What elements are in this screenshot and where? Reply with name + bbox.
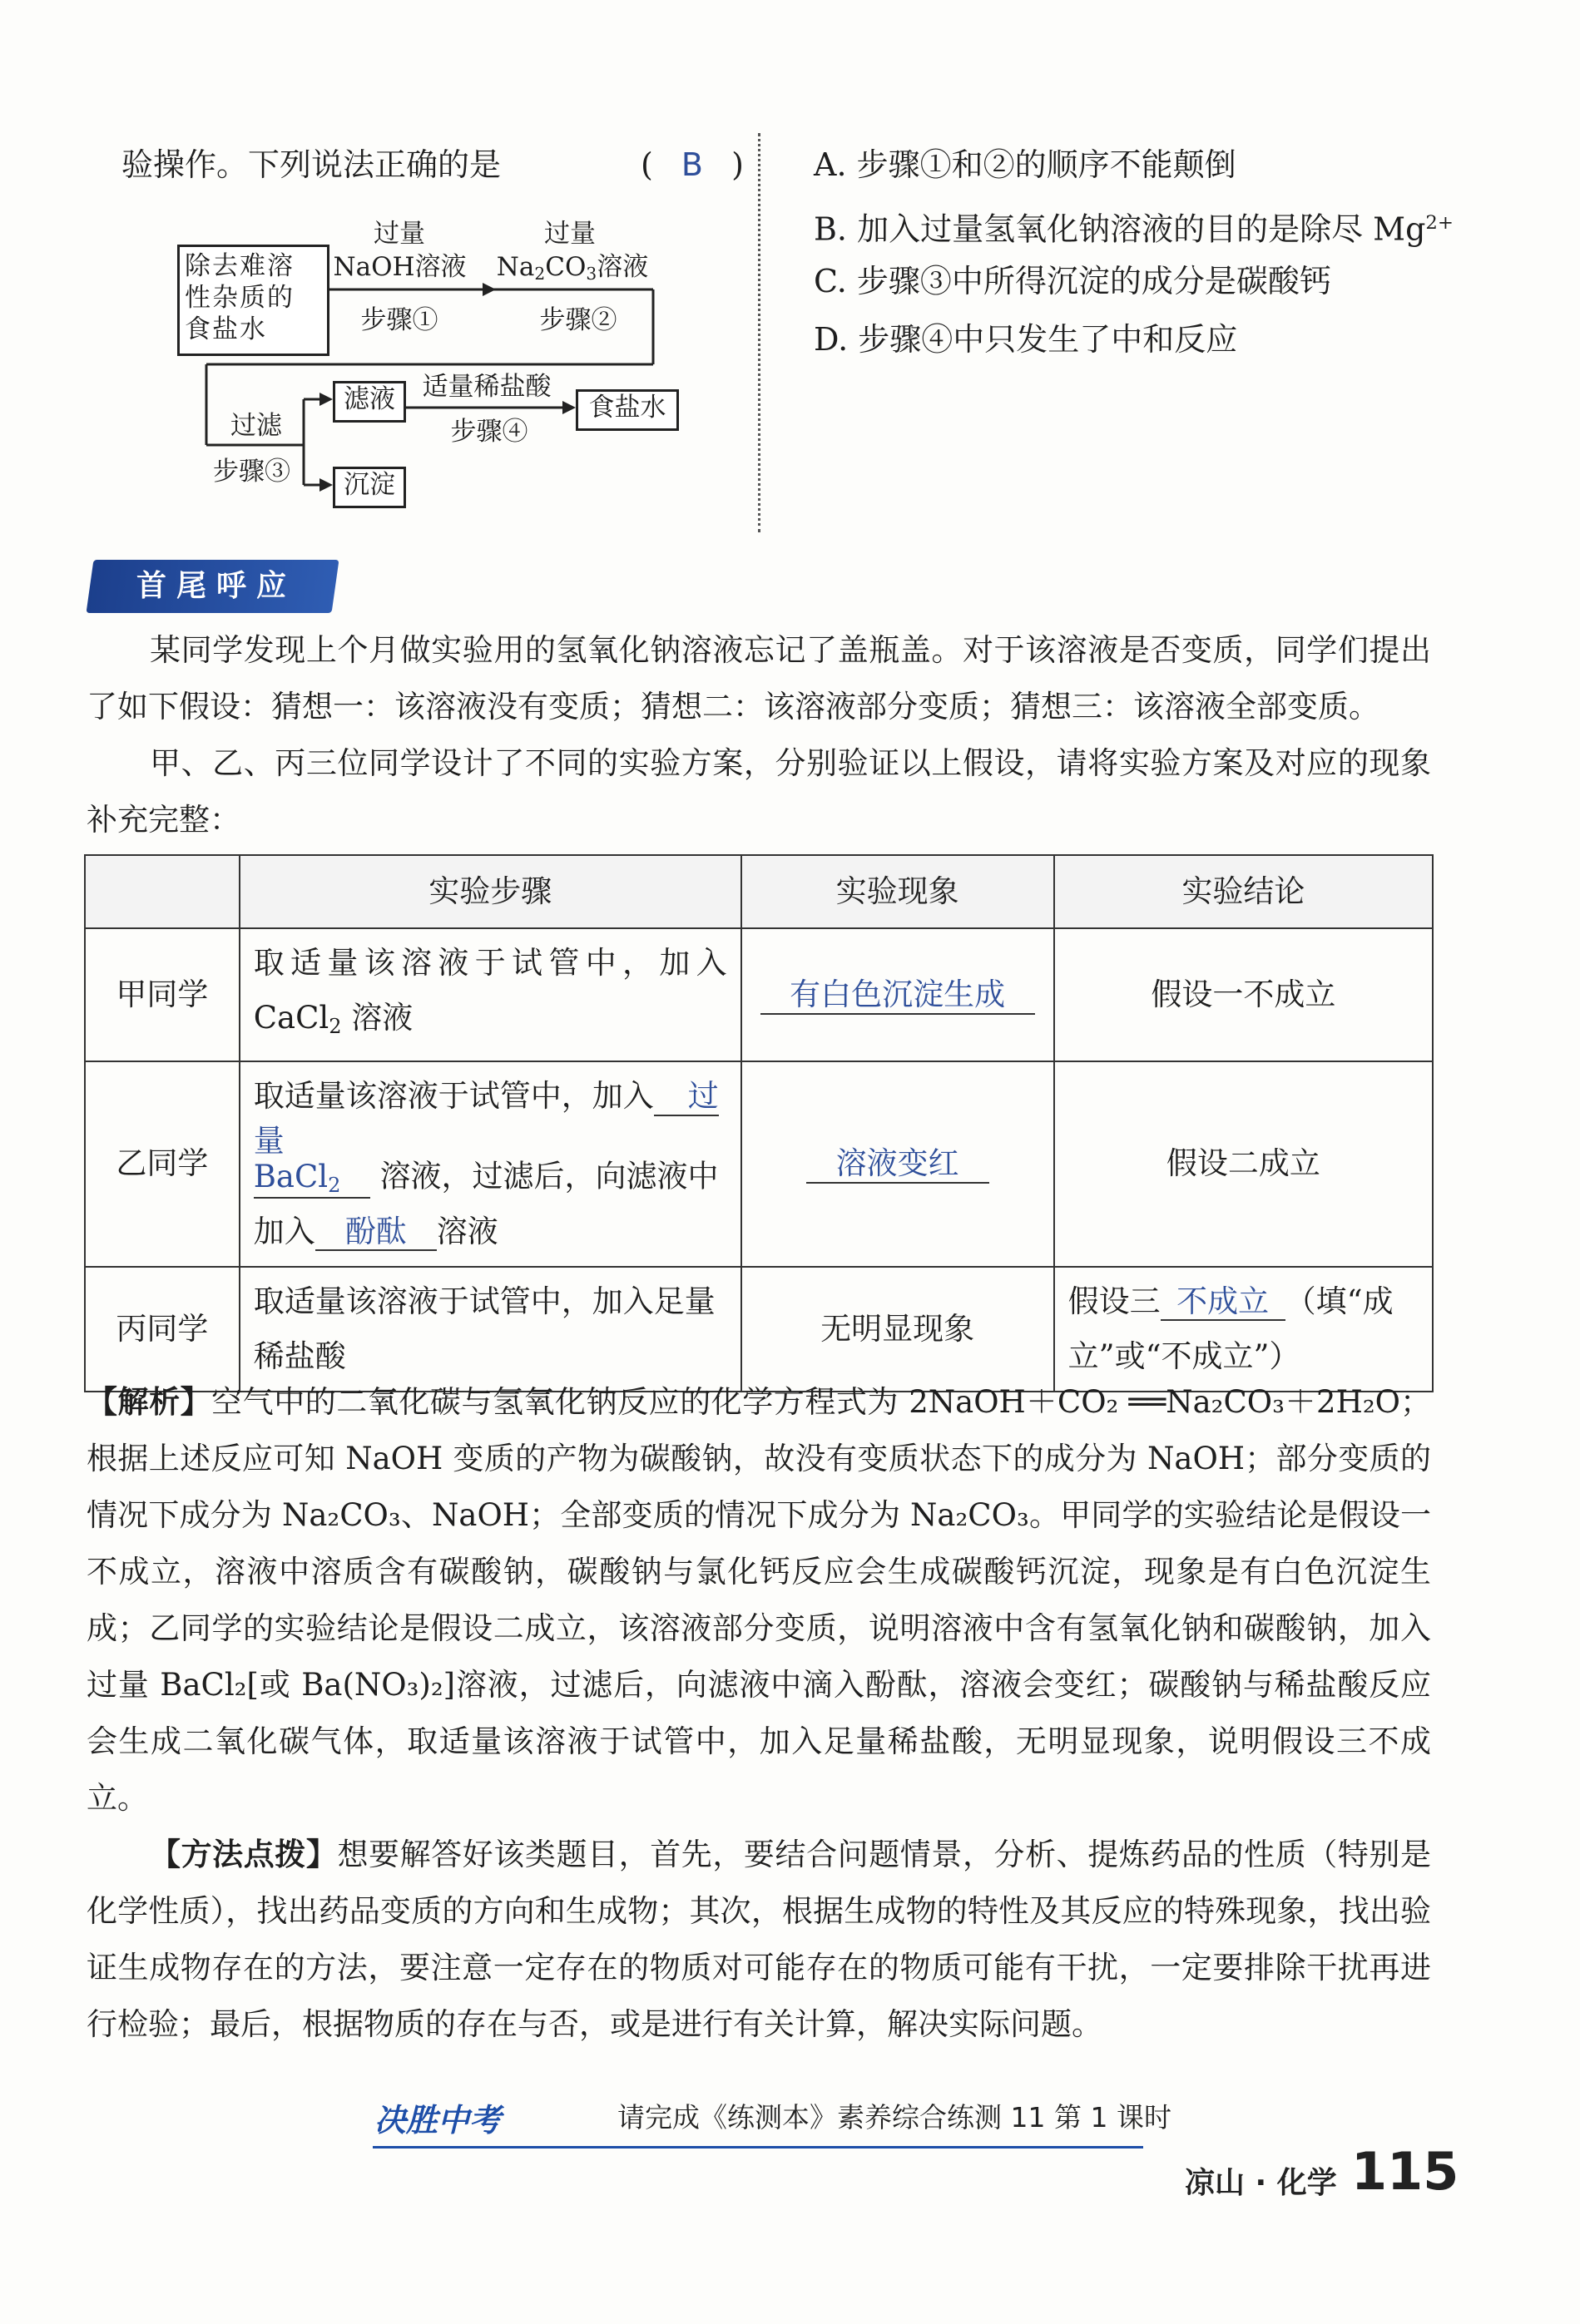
conclusion-a: 假设三 (1067, 1283, 1161, 1319)
reagent2-mid: CO (545, 252, 587, 282)
footer-subject: 凉山 · 化学 (1185, 2166, 1337, 2200)
reagent4-label: 适量稀盐酸 (422, 372, 552, 402)
step3-label: 步骤③ (213, 457, 290, 487)
footer-note: 请完成《练测本》素养综合练测 11 第 1 课时 (617, 2101, 1171, 2134)
table-row (85, 1061, 1433, 1267)
column-divider (758, 133, 760, 532)
analysis-text: 空气中的二氧化碳与氢氧化钠反应的化学方程式为 2NaOH＋CO₂ ══Na₂CO₃＋2H₂O；根据上述反应可知 NaOH 变质的产物为碳酸钠，故没有变质状态下的成分为 NaOH；部分变质的情况下成分为 Na₂CO₃、NaOH；全部变质的情况下成分为 Na₂CO₃。甲同学的实验结论是假设一不成立，溶液中溶质含有碳酸钠，碳酸钠与氯化钙反应会生成碳酸钙沉淀，现象是有白色沉淀生成；乙同学的实验结论是假设二成立，该溶液部分变质，说明溶液中含有氢氧化钠和碳酸钠，加入过量 BaCl₂[或 Ba(NO₃)₂]溶液，过滤后，向滤液中滴入酚酞，溶液会变红；碳酸钠与稀盐酸反应会生成二氧化碳气体，取适量该溶液于试管中，加入足量稀盐酸，无明显现象，说明假设三不成立。 (87, 1384, 1432, 1816)
table-header-row (85, 855, 1433, 928)
step-text (254, 1124, 727, 1204)
bracket-close: ) (731, 146, 744, 183)
flow-box-filtrate: 滤液 (333, 381, 406, 423)
phenomenon-cell (741, 1061, 1054, 1267)
option-b-text: B. 加入过量氢氧化钠溶液的目的是除尽 Mg (814, 210, 1426, 248)
flow-box-start-line: 性杂质的 (185, 283, 295, 313)
conclusion-cell (1054, 1267, 1433, 1392)
step-text-d: 溶液 (436, 1213, 498, 1249)
step-text (254, 1204, 727, 1259)
table-header: 实验结论 (1054, 855, 1433, 928)
conclusion-cell: 假设二成立 (1054, 1061, 1433, 1267)
answer-blank: 溶液变红 (806, 1146, 989, 1184)
section-banner: 首尾呼应 (136, 569, 296, 603)
conclusion-text: 立”或“不成立”） (1067, 1338, 1300, 1374)
step-text: 取适量该溶液于试管中，加入 (253, 945, 727, 981)
formula-sub: 2 (329, 1015, 342, 1038)
bracket-open: ( (641, 146, 653, 183)
step-text: 取适量该溶液于试管中，加入足量 (253, 1283, 716, 1319)
intro-paragraph-2: 甲、乙、丙三位同学设计了不同的实验方案，分别验证以上假设，请将实验方案及对应的现象补充完整： (87, 745, 1431, 838)
reagent2-post: 溶液 (597, 252, 649, 282)
reagent2-label (489, 251, 656, 289)
step-text: 稀盐酸 (253, 1338, 346, 1374)
flow-box-precipitate: 沉淀 (333, 467, 406, 508)
table-header (85, 855, 240, 928)
conclusion-b: （填“成 (1285, 1283, 1394, 1319)
method-label: 【方法点拨】 (150, 1837, 338, 1872)
option-d: D. 步骤④中只发生了中和反应 (814, 321, 1238, 358)
conclusion-text (1068, 1274, 1419, 1329)
option-a: A. 步骤①和②的顺序不能颠倒 (814, 146, 1236, 183)
phenomenon-cell (741, 928, 1054, 1061)
question-stem: 验操作。下列说法正确的是 (121, 146, 502, 183)
answer-blank: 有白色沉淀生成 (760, 977, 1035, 1015)
step4-label: 步骤④ (450, 417, 528, 447)
intro-paragraph-1: 某同学发现上个月做实验用的氢氧化钠溶液忘记了盖瓶盖。对于该溶液是否变质，同学们提出了如下假设：猜想一：该溶液没有变质；猜想二：该溶液部分变质；猜想三：该溶液全部变质。 (87, 632, 1431, 724)
step1-label: 步骤① (360, 305, 438, 335)
step-cell (240, 928, 741, 1061)
row-label: 丙同学 (85, 1267, 240, 1392)
step-text-c: 加入 (253, 1213, 315, 1249)
reagent2-sub: 2 (534, 264, 546, 284)
reagent2-pre: Na (496, 252, 535, 282)
footer-logo: 决胜中考 (374, 2102, 502, 2139)
footer-divider (373, 2146, 1143, 2148)
conclusion-cell: 假设一不成立 (1054, 928, 1433, 1061)
step-text-b: 溶液，过滤后，向滤液中 (369, 1158, 719, 1194)
reagent2-top: 过量 (544, 219, 596, 249)
reagent1-top: 过量 (374, 219, 425, 249)
answer-blank: 不成立 (1161, 1284, 1285, 1322)
step-text-a: 取适量该溶液于试管中，加入 (253, 1078, 654, 1114)
table-row (85, 1267, 1433, 1392)
option-c: C. 步骤③中所得沉淀的成分是碳酸钙 (814, 263, 1331, 299)
method-paragraph (87, 1827, 1431, 2053)
answer-blank: 酚酞 (315, 1214, 437, 1252)
experiment-table (84, 854, 1434, 1392)
table-header: 实验现象 (741, 855, 1054, 928)
row-label: 甲同学 (85, 928, 240, 1061)
answer-blank: 过 (654, 1079, 719, 1116)
answer-fill-sub: 2 (328, 1173, 341, 1197)
step-text (254, 1069, 727, 1124)
method-text: 想要解答好该类题目，首先，要结合问题情景，分析、提炼药品的性质（特别是化学性质），找出药品变质的方向和生成物；其次，根据生成物的特性及其反应的特殊现象，找出验证生成物存在的方法，要注意一定存在的物质对可能存在的物质可能有干扰，一定要排除干扰再进行检验；最后，根据物质的存在与否，或是进行有关计算，解决实际问题。 (87, 1837, 1432, 2042)
analysis-label: 【解析】 (87, 1384, 212, 1420)
table-row (85, 928, 1433, 1061)
step-cell (240, 1061, 741, 1267)
flow-box-end: 食盐水 (576, 389, 679, 431)
option-b-sup: 2+ (1425, 212, 1454, 234)
answer-fill: 量 BaCl (253, 1123, 329, 1194)
row-label: 乙同学 (85, 1061, 240, 1267)
flow-box-start (177, 245, 329, 356)
step-cell (240, 1267, 741, 1392)
reagent1-label: NaOH溶液 (333, 252, 467, 282)
answer-blank (254, 1124, 370, 1199)
step-text (254, 991, 727, 1054)
step2-label: 步骤② (539, 305, 617, 335)
step-text-tail: 溶液 (341, 1000, 414, 1036)
answer-value: B (681, 146, 703, 183)
table-header: 实验步骤 (240, 855, 741, 928)
flow-box-start-line: 食盐水 (185, 314, 267, 344)
formula: CaCl (253, 1000, 329, 1036)
page-number: 115 (1351, 2141, 1459, 2202)
flow-box-start-line: 除去难溶 (185, 251, 295, 281)
filter-label: 过滤 (230, 411, 282, 441)
phenomenon-cell: 无明显现象 (741, 1267, 1054, 1392)
option-b (814, 195, 1454, 258)
analysis-paragraph (87, 1374, 1431, 1827)
reagent2-sub2: 3 (586, 264, 597, 284)
